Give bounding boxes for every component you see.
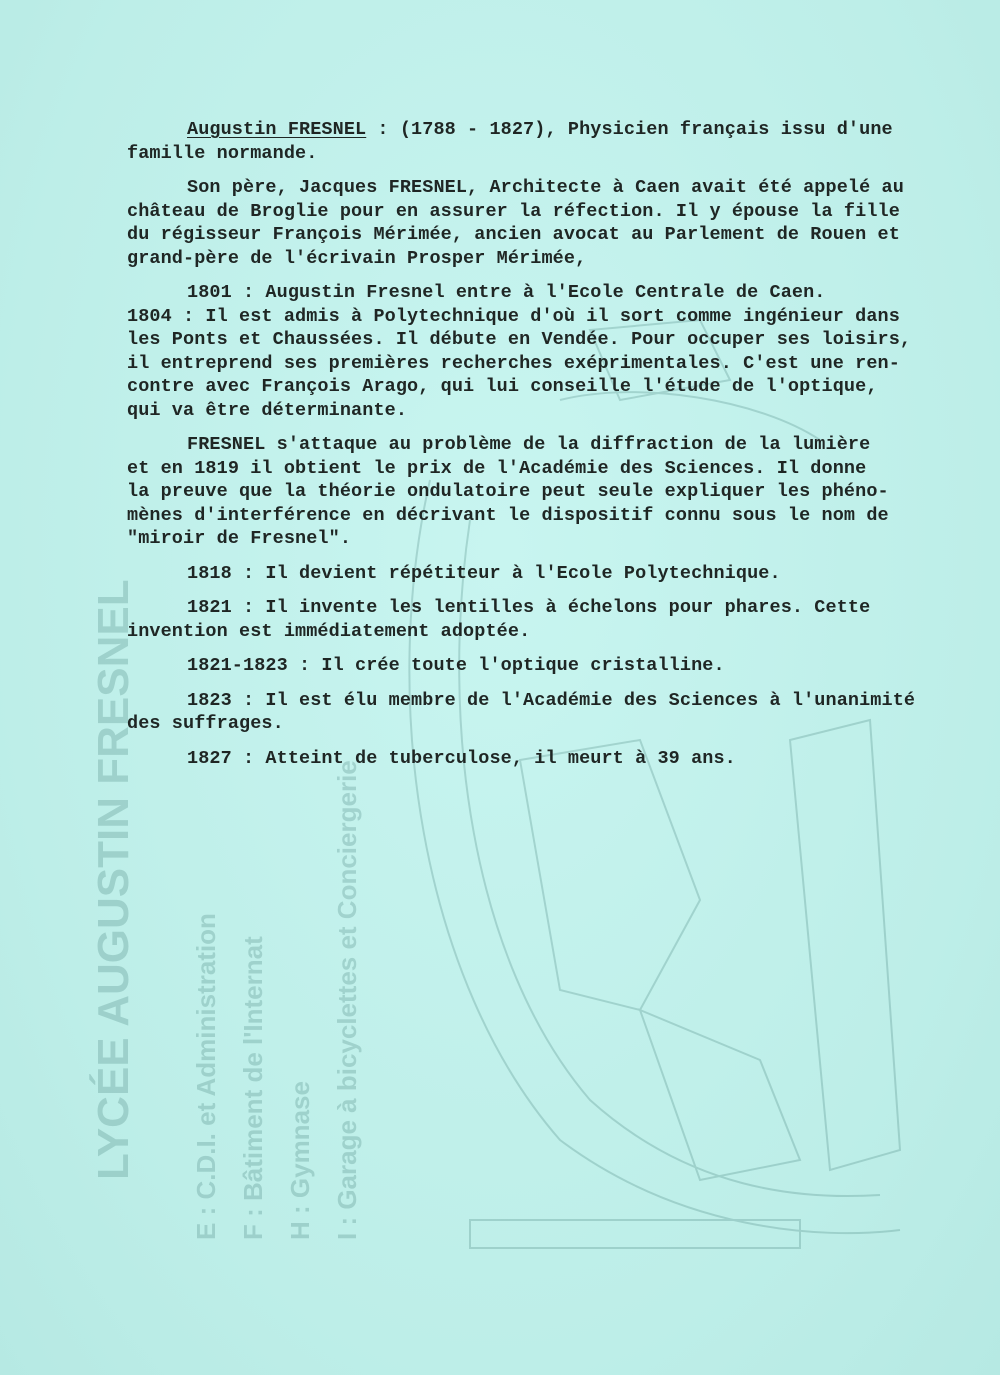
family-line: château de Broglie pour en assurer la réfection. Il y épouse la fille (127, 200, 900, 222)
entry-1821-1823-line: 1821-1823 : Il crée toute l'optique cristalline. (187, 655, 725, 676)
entry-1823-line: 1823 : Il est élu membre de l'Académie des Sciences à l'unanimité (187, 689, 916, 711)
entry-1821-line: invention est immédiatement adoptée. (127, 620, 531, 642)
diffraction-line: la preuve que la théorie ondulatoire peut seule expliquer les phéno- (127, 481, 889, 502)
watermark-legend-i: I : Garage à bicyclettes et Conciergerie (332, 760, 362, 1240)
watermark-legend-f: F : Bâtiment de l'Internat (238, 936, 268, 1240)
intro-dates: : (1788 - 1827), Physicien français issu d'une (366, 119, 893, 140)
career-line: il entreprend ses premières recherches exéprimentales. C'est une ren- (127, 352, 900, 374)
subject-name: Augustin FRESNEL (187, 119, 367, 140)
career-line: contre avec François Arago, qui lui conseille l'étude de l'optique, (127, 376, 878, 397)
intro-line-1 (127, 118, 962, 142)
diffraction-line: mènes d'interférence en décrivant le dispositif connu sous le nom de (127, 504, 889, 526)
family-line: du régisseur François Mérimée, ancien avocat au Parlement de Rouen et (127, 224, 900, 245)
intro-line-2: famille normande. (127, 142, 318, 164)
family-paragraph (127, 176, 962, 270)
entry-1823 (127, 689, 962, 736)
diffraction-line: "miroir de Fresnel". (127, 528, 352, 549)
entry-1818 (127, 562, 962, 586)
entry-1827 (127, 747, 962, 771)
entry-1818-line: 1818 : Il devient répétiteur à l'Ecole Polytechnique. (187, 562, 781, 584)
watermark-legend-e: E : C.D.I. et Administration (191, 913, 221, 1240)
career-line: les Ponts et Chaussées. Il débute en Vendée. Pour occuper ses loisirs, (127, 329, 912, 350)
family-line: Son père, Jacques FRESNEL, Architecte à Caen avait été appelé au (187, 177, 904, 198)
watermark-legend-h: H : Gymnase (285, 1081, 315, 1240)
career-line: 1801 : Augustin Fresnel entre à l'Ecole Centrale de Caen. (187, 282, 826, 303)
intro-paragraph (127, 118, 962, 165)
career-line: 1804 : Il est admis à Polytechnique d'où il sort comme ingénieur dans (127, 305, 900, 327)
diffraction-paragraph (127, 433, 962, 551)
entry-1821-line: 1821 : Il invente les lentilles à échelons pour phares. Cette (187, 597, 871, 618)
watermark-title: LYCÉE AUGUSTIN FRESNEL (89, 579, 138, 1180)
diffraction-line: et en 1819 il obtient le prix de l'Académie des Sciences. Il donne (127, 457, 867, 479)
diffraction-line: FRESNEL s'attaque au problème de la diffraction de la lumière (187, 434, 871, 455)
entry-1821-1823 (127, 654, 962, 678)
entry-1823-line: des suffrages. (127, 713, 284, 734)
career-line: qui va être déterminante. (127, 399, 408, 421)
biography-document (127, 118, 962, 770)
entry-1827-line: 1827 : Atteint de tuberculose, il meurt à 39 ans. (187, 747, 736, 769)
career-paragraph (127, 281, 962, 422)
entry-1821 (127, 596, 962, 643)
family-line: grand-père de l'écrivain Prosper Mérimée, (127, 247, 587, 269)
